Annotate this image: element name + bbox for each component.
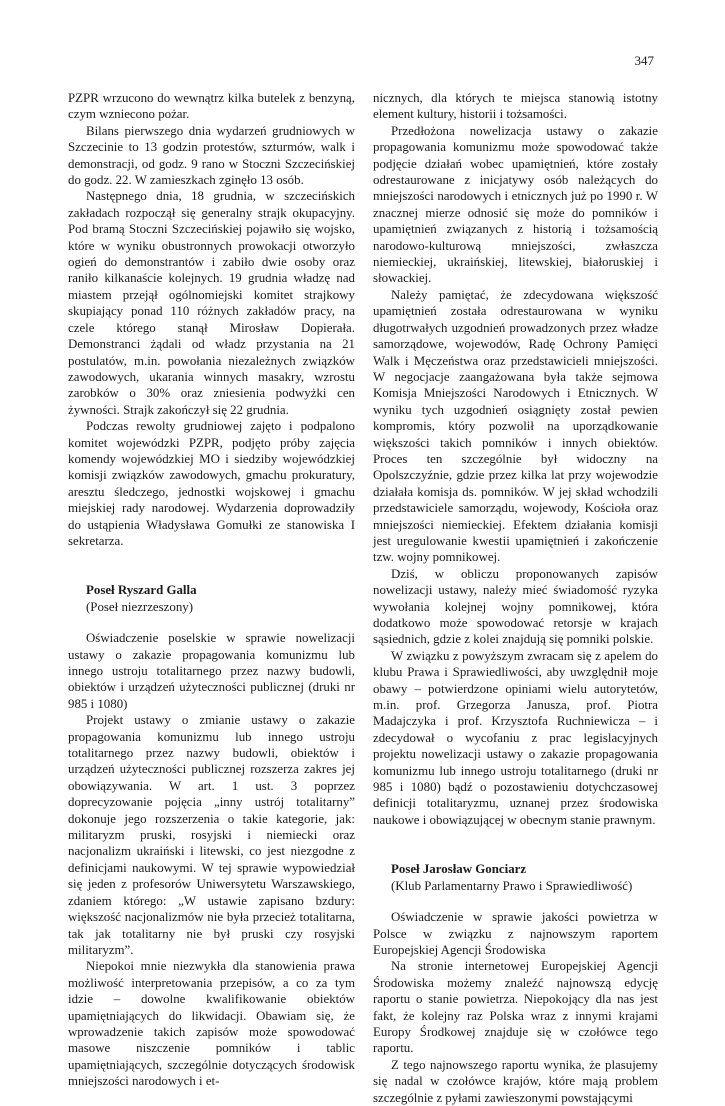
- paragraph: W związku z powyższym zwracam się z apelem do klubu Prawa i Sprawiedliwości, aby uwzględnił moje obawy – potwierdzone opiniami wielu autorytetów, m.in. prof. Grzegorza Janusza, prof. Piotra Madajczyka i prof. Krzysztofa Ruchniewicza – i zdecydował o wycofaniu z prac legislacyjnych projektu nowelizacji ustawy o zakazie propagowania komunizmu lub innego ustroju totalitarnego (druki nr 985 i 1080) bądź o pozostawieniu dotychczasowej definicji totalitaryzmu, uznanej przez środowiska naukowe i obowiązującej w obecnym stanie prawnym.: [373, 648, 658, 827]
- paragraph: Podczas rewolty grudniowej zajęto i podpalono komitet wojewódzki PZPR, podjęto próby zajęcia komendy wojewódzkiej MO i siedziby wojewódzkiej komisji związków zawodowych, gmachu prokuratury, aresztu śledczego, jednostki wojskowej i gmachu miejskiej rady narodowej. Wydarzenia doprowadziły do ustąpienia Władysława Gomułki ze stanowiska I sekretarza.: [68, 419, 355, 548]
- left-column: [68, 90, 355, 1090]
- speaker-club: (Poseł niezrzeszony): [86, 599, 194, 614]
- statement-title: Oświadczenie poselskie w sprawie nowelizacji ustawy o zakazie propagowania komunizmu lub innego ustroju totalitarnego przez nazwy budowli, obiektów i urządzeń użyteczności publicznej (druki nr 985 i 1080): [68, 631, 355, 711]
- speaker-club: (Klub Parlamentarny Prawo i Sprawiedliwość): [391, 878, 633, 893]
- paragraph: Bilans pierwszego dnia wydarzeń grudniowych w Szczecinie to 13 godzin protestów, szturmów, walk i demonstracji, od godz. 9 rano w Stoczni Szczecińskiej do godz. 22. W zamieszkach zginęło 13 osób.: [68, 123, 355, 188]
- speaker-heading-galla: [68, 582, 355, 615]
- paragraph: Następnego dnia, 18 grudnia, w szczecińskich zakładach rozpoczął się generalny strajk okupacyjny. Pod bramą Stoczni Szczecińskiej pojawiło się wojsko, które w wyniku obustronnych prowokacji otworzyło ogień do demonstrantów i zabiło dwie osoby oraz raniło kilkanaście kolejnych. 19 grudnia władzę nad miastem przejął ogólnomiejski komitet strajkowy skupiający ponad 110 różnych zakładów pracy, na czele którego stanął Mirosław Dopierała. Demonstranci żądali od władz przystania na 21 postulatów, m.in. powołania niezależnych związków zawodowych, ukarania winnych masakry, wzrostu zarobków o 30% oraz zniesienia podwyżki cen żywności. Strajk zakończył się 22 grudnia.: [68, 189, 355, 417]
- paragraph: Z tego najnowszego raportu wynika, że plasujemy się nadal w czołówce krajów, które mają problem szczególnie z pyłami zawieszonymi powstającymi: [373, 1057, 658, 1105]
- paragraph: PZPR wrzucono do wewnątrz kilka butelek z benzyną, czym wzniecono pożar.: [68, 91, 355, 122]
- speaker-name: Poseł Jarosław Gonciarz: [391, 862, 527, 877]
- right-column: [373, 90, 658, 1106]
- paragraph: Projekt ustawy o zmianie ustawy o zakazie propagowania komunizmu lub innego ustroju totalitarnego przez nazwy budowli, obiektów i urządzeń użyteczności publicznej rozszerza zakres jej obowiązywania. W art. 1 ust. 3 poprzez doprecyzowanie pojęcia „inny ustrój totalitarny” dokonuje jego rozszerzenia o takie kategorie, jak: militaryzm pruski, rosyjski i niemiecki oraz nacjonalizm ukraiński i litewski, co jest niezgodne z definicjami naukowymi. W tej sprawie wypowiedział się jeden z profesorów Uniwersytetu Warszawskiego, zdaniem którego: „W ustawie zapisano bzdury: większość nacjonalizmów nie była przecież totalitarna, tak jak totalitarny nie był pruski czy rosyjski militaryzm”.: [68, 713, 355, 957]
- speaker-name: Poseł Ryszard Galla: [86, 583, 197, 598]
- speaker-heading-gonciarz: [373, 861, 658, 894]
- paragraph: Niepokoi mnie niezwykła dla stanowienia prawa możliwość interpretowania przepisów, a co za tym idzie – dowolne kwalifikowanie obiektów upamiętniających do likwidacji. Obawiam się, że wprowadzenie takich zapisów może spowodować masowe niszczenie pomników i tablic upamiętniających, szczególnie dotyczących środowisk mniejszości narodowych i et-: [68, 959, 355, 1089]
- page-number: 347: [634, 53, 654, 68]
- paragraph: Należy pamiętać, że zdecydowana większość upamiętnień została odrestaurowana w wyniku długotrwałych uzgodnień prowadzonych przez władze samorządowe, wojewodów, Radę Ochrony Pamięci Walk i Męczeństwa oraz przedstawicieli mniejszości. W negocjacje zaangażowana była także sejmowa Komisja Mniejszości Narodowych i Etnicznych. W wyniku tych uzgodnień osiągnięty został pewien kompromis, który pozwolił na uporządkowanie większości takich pomników i innych obiektów. Proces ten szczególnie był widoczny na Opolszczyźnie, gdzie przez kilka lat przy wojewodzie działała komisja ds. pomników. W jej skład wchodzili przedstawiciele samorządu, wojewody, Kościoła oraz mniejszości niemieckiej. Efektem działania komisji jest uregulowanie kwestii upamiętnień i zakończenie tzw. wojny pomnikowej.: [373, 287, 658, 565]
- paragraph: Na stronie internetowej Europejskiej Agencji Środowiska możemy znaleźć najnowszą edycję raportu o stanie powietrza. Niepokojący dla nas jest fakt, że kolejny raz Polska wraz z innymi krajami Europy Środkowej znajduje się w czołówce tego raportu.: [373, 959, 658, 1056]
- paragraph: Przedłożona nowelizacja ustawy o zakazie propagowania komunizmu może spowodować także podjęcie działań wobec upamiętnień, które zostały odrestaurowane z inicjatywy osób należących do mniejszości narodowych i etnicznych już po 1990 r. W znacznej mierze odnosić się może do pomników i upamiętnień związanych z historią i tożsamością narodowo-kulturową mniejszości, zwłaszcza niemieckiej, ukraińskiej, litewskiej, białoruskiej i słowackiej.: [373, 123, 658, 286]
- paragraph: Dziś, w obliczu proponowanych zapisów nowelizacji ustawy, należy mieć świadomość ryzyka wywołania kolejnej wojny pomnikowej, która dodatkowo może spowodować retorsje w krajach sąsiednich, gdzie z kolei znajdują się pomniki polskie.: [373, 566, 658, 647]
- statement-title: Oświadczenie w sprawie jakości powietrza w Polsce w związku z najnowszym raportem Europejskiej Agencji Środowiska: [373, 910, 658, 957]
- paragraph: nicznych, dla których te miejsca stanowią istotny element kultury, historii i tożsamości.: [373, 91, 658, 122]
